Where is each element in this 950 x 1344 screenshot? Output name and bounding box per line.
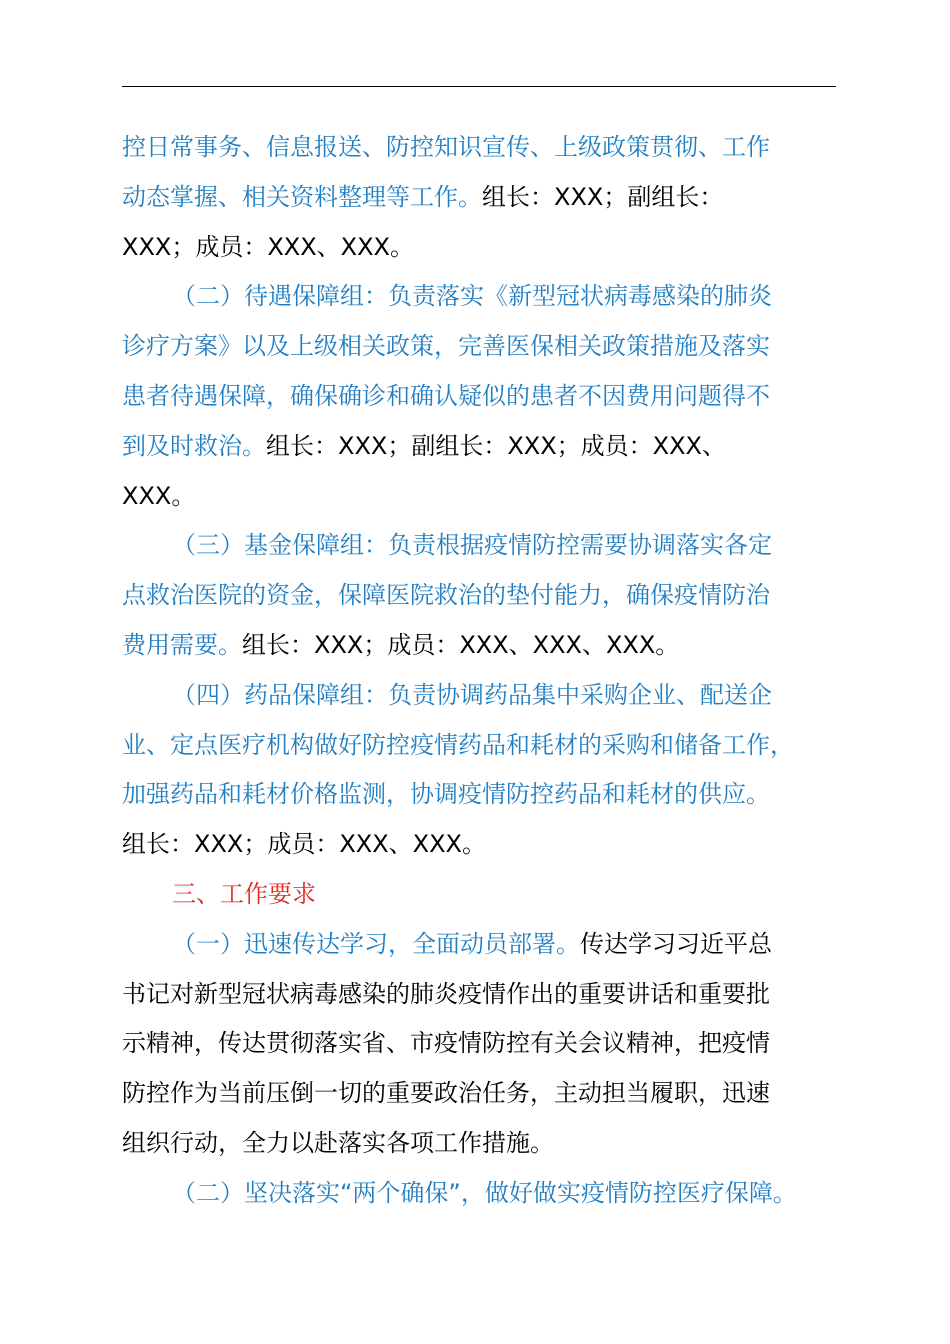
text-segment: XXX。 <box>122 481 196 510</box>
text-segment: 动态掌握、相关资料整理等工作。 <box>122 182 482 211</box>
text-segment: 到及时救治。 <box>122 431 266 460</box>
text-segment: 组织行动，全力以赴落实各项工作措施。 <box>122 1128 554 1157</box>
text-line <box>122 970 858 1020</box>
text-line <box>122 870 858 920</box>
text-line <box>122 770 858 820</box>
text-segment: 组长：XXX；副组长：XXX；成员：XXX、 <box>266 431 726 460</box>
text-line <box>122 123 858 173</box>
text-segment: 组长：XXX；副组长： <box>482 182 724 211</box>
text-segment: 防控作为当前压倒一切的重要政治任务，主动担当履职，迅速 <box>122 1079 770 1108</box>
text-segment: 传达学习习近平总 <box>580 929 772 958</box>
text-line <box>122 372 858 422</box>
text-line <box>122 521 858 571</box>
text-segment: （四）药品保障组：负责协调药品集中采购企业、配送企 <box>172 680 772 709</box>
text-line <box>122 571 858 621</box>
text-segment: 点救治医院的资金，保障医院救治的垫付能力，确保疫情防治 <box>122 581 770 610</box>
text-line <box>122 721 858 771</box>
text-segment: 书记对新型冠状病毒感染的肺炎疫情作出的重要讲话和重要批 <box>122 979 770 1008</box>
section-heading: 三、工作要求 <box>172 879 316 908</box>
text-segment: （二）待遇保障组：负责落实《新型冠状病毒感染的肺炎 <box>172 282 772 311</box>
text-segment: XXX；成员：XXX、XXX。 <box>122 232 414 261</box>
document-body <box>122 123 858 1219</box>
text-segment: （三）基金保障组：负责根据疫情防控需要协调落实各定 <box>172 531 772 560</box>
text-line <box>122 1169 858 1219</box>
text-segment: （一）迅速传达学习，全面动员部署。 <box>172 929 580 958</box>
text-line <box>122 1069 858 1119</box>
text-line <box>122 820 858 870</box>
header-rule <box>122 86 836 87</box>
text-line <box>122 621 858 671</box>
text-line <box>122 1119 858 1169</box>
text-line <box>122 472 858 522</box>
text-line <box>122 322 858 372</box>
text-segment: 组长：XXX；成员：XXX、XXX、XXX。 <box>242 630 680 659</box>
text-segment: 诊疗方案》以及上级相关政策，完善医保相关政策措施及落实 <box>122 332 770 361</box>
text-line <box>122 173 858 223</box>
text-line <box>122 1019 858 1069</box>
text-line <box>122 920 858 970</box>
text-segment: 费用需要。 <box>122 630 242 659</box>
text-line <box>122 422 858 472</box>
text-segment: （二）坚决落实“两个确保”，做好做实疫情防控医疗保障。 <box>172 1178 797 1207</box>
text-segment: 示精神，传达贯彻落实省、市疫情防控有关会议精神，把疫情 <box>122 1029 770 1058</box>
text-segment: 组长：XXX；成员：XXX、XXX。 <box>122 830 486 859</box>
text-segment: 控日常事务、信息报送、防控知识宣传、上级政策贯彻、工作 <box>122 133 770 161</box>
text-line <box>122 223 858 273</box>
text-segment: 患者待遇保障，确保确诊和确认疑似的患者不因费用问题得不 <box>122 381 770 410</box>
text-line <box>122 272 858 322</box>
text-segment: 业、定点医疗机构做好防控疫情药品和耗材的采购和储备工作， <box>122 730 794 759</box>
text-segment: 加强药品和耗材价格监测，协调疫情防控药品和耗材的供应。 <box>122 780 770 809</box>
text-line <box>122 671 858 721</box>
